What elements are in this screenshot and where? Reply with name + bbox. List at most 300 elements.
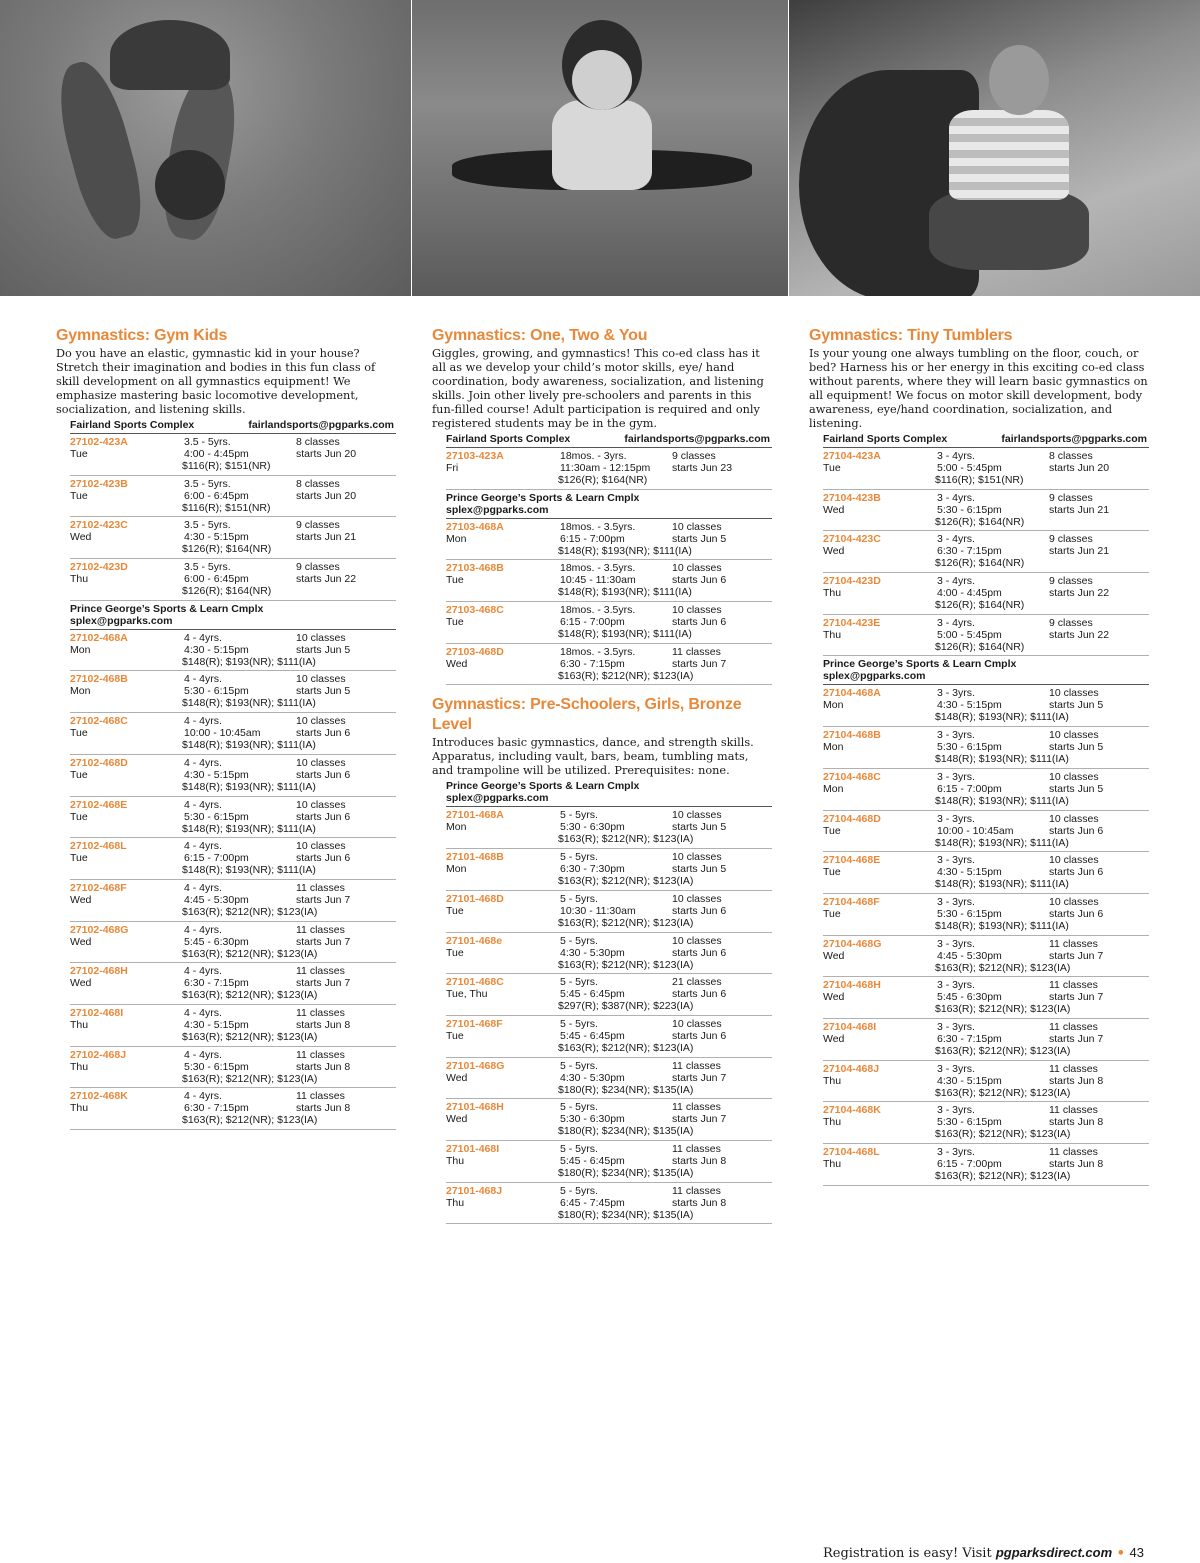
class-row (823, 1102, 1149, 1144)
class-time: 4:30 - 5:15pm (937, 1074, 1002, 1087)
class-code-link[interactable]: 27104-468D (823, 812, 881, 825)
class-count: 10 classes (672, 1017, 722, 1030)
class-code-link[interactable]: 27101-468H (446, 1101, 504, 1114)
class-row (823, 852, 1149, 894)
class-age: 4 - 4yrs. (184, 923, 222, 936)
class-start-date: starts Jun 6 (296, 768, 351, 781)
class-fee: $163(R); $212(NR); $123(IA) (182, 989, 318, 1002)
class-time: 10:00 - 10:45am (184, 727, 261, 740)
class-time: 5:00 - 5:45pm (937, 628, 1002, 641)
class-day: Thu (70, 1018, 89, 1031)
class-time: 4:30 - 5:15pm (184, 531, 249, 544)
class-time: 4:45 - 5:30pm (184, 893, 249, 906)
class-start-date: starts Jun 22 (296, 573, 357, 586)
class-age: 18mos. - 3.5yrs. (560, 604, 636, 617)
class-row (446, 933, 772, 975)
class-row (446, 1183, 772, 1225)
class-start-date: starts Jun 20 (296, 448, 357, 460)
class-age: 3.5 - 5yrs. (184, 519, 231, 532)
class-row (823, 685, 1149, 727)
class-day: Thu (446, 1154, 465, 1167)
class-code-link[interactable]: 27102-468A (70, 631, 128, 644)
class-code-link[interactable]: 27102-468L (70, 840, 127, 853)
girl-splits-photo (412, 0, 789, 296)
class-count: 10 classes (672, 520, 722, 533)
class-code-link[interactable]: 27104-468L (823, 1146, 880, 1158)
class-start-date: starts Jun 7 (296, 935, 351, 948)
section-description: Is your young one always tumbling on the floor, couch, or bed? Harness his or her energy in this exciting co-ed class without parents, where they will learn basic gymnastics on all equipment! We focus on motor skill development, body awareness, eye/hand coordination, socialization, and listening. (809, 347, 1148, 430)
class-row (823, 894, 1149, 936)
class-code-link[interactable]: 27102-423D (70, 561, 128, 574)
class-code-link[interactable]: 27101-468G (446, 1059, 505, 1072)
class-code-link[interactable]: 27101-468F (446, 1017, 503, 1030)
footer-separator: • (1112, 1546, 1130, 1561)
class-time: 4:00 - 4:45pm (184, 448, 249, 460)
class-code-link[interactable]: 27104-468J (823, 1062, 880, 1075)
class-start-date: starts Jun 5 (672, 863, 727, 876)
class-code-link[interactable]: 27102-468H (70, 965, 128, 978)
class-code-link[interactable]: 27104-468H (823, 979, 881, 992)
class-start-date: starts Jun 21 (1049, 545, 1110, 558)
class-count: 21 classes (672, 976, 722, 989)
class-row (823, 490, 1149, 532)
location-header (823, 433, 1149, 448)
class-count: 11 classes (672, 1142, 721, 1155)
class-start-date: starts Jun 6 (672, 1029, 727, 1042)
class-row (70, 713, 396, 755)
location-name: Fairland Sports Complex (70, 419, 195, 431)
class-code-link[interactable]: 27101-468I (446, 1142, 500, 1155)
class-code-link[interactable]: 27104-423D (823, 575, 881, 588)
class-day: Wed (446, 1071, 468, 1084)
class-start-date: starts Jun 7 (672, 1113, 727, 1126)
class-day: Tue (70, 489, 88, 502)
class-start-date: starts Jun 8 (672, 1196, 727, 1209)
class-count: 10 classes (1049, 812, 1099, 825)
class-count: 11 classes (672, 1059, 721, 1072)
class-fee: $148(R); $193(NR); $111(IA) (182, 697, 316, 710)
class-start-date: starts Jun 7 (1049, 949, 1104, 962)
class-count: 10 classes (1049, 895, 1099, 908)
class-time: 5:30 - 6:30pm (560, 821, 625, 834)
class-time: 10:45 - 11:30am (560, 574, 636, 587)
class-count: 10 classes (1049, 729, 1099, 742)
class-fee: $126(R); $164(NR) (182, 585, 272, 598)
class-row (70, 476, 396, 518)
class-code-link[interactable]: 27102-468E (70, 798, 128, 811)
class-count: 11 classes (296, 1090, 345, 1103)
class-code-link[interactable]: 27103-468C (446, 604, 504, 617)
class-start-date: starts Jun 7 (672, 657, 727, 670)
location-email-link[interactable]: splex@pgparks.com (70, 614, 173, 627)
class-count: 11 classes (1049, 1062, 1098, 1075)
location-email-link[interactable]: fairlandsports@pgparks.com (1001, 433, 1147, 445)
class-row (446, 1016, 772, 1058)
class-start-date: starts Jun 20 (1049, 462, 1110, 474)
location-header (446, 780, 772, 807)
class-count: 11 classes (296, 923, 345, 936)
class-code-link[interactable]: 27103-468B (446, 562, 504, 575)
location-email-link[interactable]: fairlandsports@pgparks.com (248, 419, 394, 431)
class-fee: $180(R); $234(NR); $135(IA) (558, 1208, 694, 1221)
class-row (446, 849, 772, 891)
section-title: Gymnastics: Gym Kids (56, 327, 228, 344)
class-age: 3 - 3yrs. (937, 812, 975, 825)
class-age: 3 - 3yrs. (937, 687, 975, 700)
class-count: 10 classes (672, 851, 722, 864)
column-one-two-you (432, 326, 772, 1224)
class-day: Mon (446, 863, 467, 876)
class-day: Mon (70, 685, 91, 698)
class-code-link[interactable]: 27101-468C (446, 976, 504, 989)
class-code-link[interactable]: 27104-468E (823, 854, 881, 867)
class-row (446, 1141, 772, 1183)
class-row (70, 880, 396, 922)
class-code-link[interactable]: 27104-423C (823, 533, 881, 546)
class-time: 4:30 - 5:15pm (184, 643, 249, 656)
footer-website-link[interactable]: pgparksdirect.com (995, 1545, 1113, 1560)
class-start-date: starts Jun 8 (296, 1060, 351, 1073)
class-row (70, 838, 396, 880)
class-count: 9 classes (1049, 533, 1093, 546)
class-start-date: starts Jun 7 (296, 893, 351, 906)
class-code-link[interactable]: 27103-468D (446, 645, 504, 658)
class-day: Thu (823, 1158, 842, 1170)
class-time: 6:30 - 7:15pm (937, 1032, 1002, 1045)
section-title: Gymnastics: Tiny Tumblers (809, 327, 1013, 344)
class-day: Mon (446, 821, 467, 834)
class-time: 6:15 - 7:00pm (937, 782, 1002, 795)
class-fee: $163(R); $212(NR); $123(IA) (558, 916, 694, 929)
class-code-link[interactable]: 27104-423B (823, 491, 881, 504)
class-day: Mon (823, 782, 844, 795)
class-age: 3 - 4yrs. (937, 450, 975, 462)
class-count: 11 classes (1049, 1104, 1098, 1117)
class-count: 10 classes (1049, 770, 1099, 783)
class-row (823, 1061, 1149, 1103)
class-age: 5 - 5yrs. (560, 1017, 598, 1030)
location-email-link[interactable]: splex@pgparks.com (823, 670, 926, 683)
class-fee: $163(R); $212(NR); $123(IA) (558, 958, 694, 971)
class-code-link[interactable]: 27101-468e (446, 934, 503, 947)
class-fee: $116(R); $151(NR) (935, 474, 1024, 486)
class-day: Thu (823, 1116, 842, 1129)
class-age: 18mos. - 3.5yrs. (560, 520, 636, 533)
class-count: 11 classes (672, 645, 721, 658)
class-list (70, 630, 396, 1130)
class-time: 4:30 - 5:15pm (937, 866, 1002, 879)
class-start-date: starts Jun 21 (1049, 503, 1110, 516)
class-code-link[interactable]: 27104-468A (823, 687, 881, 700)
class-day: Tue (446, 1029, 464, 1042)
location-header (446, 492, 772, 519)
class-code-link[interactable]: 27104-423A (823, 450, 881, 462)
class-age: 5 - 5yrs. (560, 1059, 598, 1072)
class-age: 5 - 5yrs. (560, 1184, 598, 1197)
class-age: 4 - 4yrs. (184, 798, 222, 811)
class-time: 4:30 - 5:15pm (184, 768, 249, 781)
class-count: 10 classes (1049, 854, 1099, 867)
class-code-link[interactable]: 27104-468F (823, 895, 880, 908)
class-count: 11 classes (672, 1184, 721, 1197)
class-day: Thu (823, 587, 842, 600)
class-code-link[interactable]: 27103-468A (446, 520, 504, 533)
class-start-date: starts Jun 20 (296, 489, 357, 502)
page-footer (823, 1545, 1144, 1561)
class-age: 4 - 4yrs. (184, 881, 222, 894)
class-start-date: starts Jun 5 (672, 532, 727, 545)
location-header (446, 433, 772, 448)
class-code-link[interactable]: 27102-468B (70, 673, 128, 686)
class-list (446, 448, 772, 490)
class-count: 10 classes (296, 798, 346, 811)
class-fee: $163(R); $212(NR); $123(IA) (935, 1003, 1071, 1016)
class-day: Tue (70, 810, 88, 823)
class-code-link[interactable]: 27104-468B (823, 729, 881, 742)
class-code-link[interactable]: 27104-468G (823, 937, 882, 950)
class-time: 5:45 - 6:45pm (560, 988, 625, 1001)
class-code-link[interactable]: 27102-468D (70, 756, 128, 769)
class-fee: $148(R); $193(NR); $111(IA) (935, 836, 1069, 849)
class-code-link[interactable]: 27102-423C (70, 519, 128, 532)
class-start-date: starts Jun 6 (296, 852, 351, 865)
class-row (70, 517, 396, 559)
class-count: 10 classes (296, 673, 346, 686)
location-name: Prince George’s Sports & Learn Cmplx (823, 658, 1017, 671)
class-day: Mon (446, 532, 467, 545)
class-row (70, 1088, 396, 1130)
class-day: Mon (823, 741, 844, 754)
class-fee: $126(R); $164(NR) (935, 557, 1025, 570)
class-time: 5:45 - 6:45pm (560, 1029, 625, 1042)
class-start-date: starts Jun 6 (1049, 907, 1104, 920)
class-age: 4 - 4yrs. (184, 1090, 222, 1103)
class-count: 10 classes (296, 840, 346, 853)
location-email-link[interactable]: fairlandsports@pgparks.com (624, 433, 770, 445)
class-count: 8 classes (1049, 450, 1093, 462)
class-age: 3 - 4yrs. (937, 491, 975, 504)
class-day: Wed (823, 545, 845, 558)
class-day: Tue (446, 946, 464, 959)
class-start-date: starts Jun 7 (1049, 991, 1104, 1004)
class-fee: $180(R); $234(NR); $135(IA) (558, 1125, 694, 1138)
class-age: 3 - 3yrs. (937, 770, 975, 783)
class-row (446, 1099, 772, 1141)
class-time: 6:15 - 7:00pm (560, 532, 625, 545)
class-time: 4:30 - 5:15pm (937, 699, 1002, 712)
class-fee: $126(R); $164(NR) (935, 515, 1025, 528)
class-start-date: starts Jun 7 (296, 977, 351, 990)
class-time: 6:30 - 7:30pm (560, 863, 625, 876)
class-day: Mon (70, 643, 91, 656)
class-code-link[interactable]: 27102-468G (70, 923, 129, 936)
class-code-link[interactable]: 27103-423A (446, 450, 504, 462)
section-one-two-you (432, 326, 772, 685)
class-list (823, 448, 1149, 656)
class-code-link[interactable]: 27101-468D (446, 892, 504, 905)
class-start-date: starts Jun 8 (1049, 1074, 1104, 1087)
class-day: Wed (823, 503, 845, 516)
class-fee: $163(R); $212(NR); $123(IA) (558, 875, 694, 888)
class-row (70, 671, 396, 713)
class-count: 11 classes (672, 1101, 721, 1114)
class-start-date: starts Jun 8 (296, 1018, 351, 1031)
class-count: 8 classes (296, 436, 340, 448)
class-fee: $148(R); $193(NR); $111(IA) (182, 780, 316, 793)
class-count: 10 classes (296, 715, 346, 728)
class-row (70, 1005, 396, 1047)
class-time: 6:15 - 7:00pm (937, 1158, 1002, 1170)
class-row (823, 977, 1149, 1019)
class-age: 18mos. - 3.5yrs. (560, 562, 636, 575)
class-day: Tue (823, 824, 841, 837)
class-code-link[interactable]: 27101-468B (446, 851, 504, 864)
class-fee: $148(R); $193(NR); $111(IA) (935, 753, 1069, 766)
class-age: 5 - 5yrs. (560, 1142, 598, 1155)
class-age: 3.5 - 5yrs. (184, 561, 231, 574)
class-fee: $148(R); $193(NR); $111(IA) (558, 586, 692, 599)
section-description: Giggles, growing, and gymnastics! This co-ed class has it all as we develop your child’s motor skills, eye/ hand coordination, body awareness, socialization, and listening skills. Join other lively pre-schoolers and parents in this fun-filled course! Adult participation is required and only registered students may be in the gym. (432, 347, 764, 430)
class-code-link[interactable]: 27102-468K (70, 1090, 128, 1103)
section-pre-schoolers-bronze (432, 695, 772, 1224)
class-fee: $163(R); $212(NR); $123(IA) (558, 669, 694, 682)
section-tiny-tumblers (809, 326, 1149, 1186)
class-day: Thu (446, 1196, 465, 1209)
class-count: 10 classes (296, 756, 346, 769)
class-code-link[interactable]: 27102-468I (70, 1006, 124, 1019)
class-age: 3 - 4yrs. (937, 533, 975, 546)
class-day: Tue (446, 616, 464, 629)
column-tiny-tumblers (809, 326, 1149, 1186)
class-code-link[interactable]: 27104-423E (823, 616, 881, 629)
class-code-link[interactable]: 27102-468C (70, 715, 128, 728)
class-day: Wed (70, 935, 92, 948)
class-count: 10 classes (672, 604, 722, 617)
class-time: 4:30 - 5:15pm (184, 1018, 249, 1031)
class-fee: $116(R); $151(NR) (182, 460, 271, 472)
class-count: 9 classes (672, 450, 716, 462)
class-count: 9 classes (1049, 575, 1093, 588)
class-row (446, 807, 772, 849)
class-count: 10 classes (672, 892, 722, 905)
class-count: 11 classes (296, 881, 345, 894)
class-code-link[interactable]: 27104-468I (823, 1020, 877, 1033)
class-day: Wed (446, 1113, 468, 1126)
class-start-date: starts Jun 8 (672, 1154, 727, 1167)
class-fee: $163(R); $212(NR); $123(IA) (935, 1128, 1071, 1141)
class-count: 10 classes (672, 809, 722, 822)
class-time: 4:00 - 4:45pm (937, 587, 1002, 600)
class-list (446, 807, 772, 1224)
class-start-date: starts Jun 7 (672, 1071, 727, 1084)
class-fee: $148(R); $193(NR); $111(IA) (935, 878, 1069, 891)
class-fee: $163(R); $212(NR); $123(IA) (182, 1114, 318, 1127)
class-time: 5:45 - 6:30pm (184, 935, 249, 948)
class-count: 10 classes (296, 631, 346, 644)
class-code-link[interactable]: 27102-423B (70, 477, 128, 490)
class-time: 10:00 - 10:45am (937, 824, 1014, 837)
boy-tunnel-photo (789, 0, 1200, 296)
class-fee: $163(R); $212(NR); $123(IA) (935, 1170, 1071, 1182)
class-age: 3 - 3yrs. (937, 854, 975, 867)
section-description: Do you have an elastic, gymnastic kid in your house? Stretch their imagination and bodies in this fun class of skill development on all gymnastics equipment! We emphasize mastering basic locomotive development, socialization, and listening skills. (56, 347, 376, 416)
photo-strip (0, 0, 1200, 296)
class-start-date: starts Jun 6 (672, 574, 727, 587)
location-header (823, 658, 1149, 685)
class-row (823, 769, 1149, 811)
class-fee: $148(R); $193(NR); $111(IA) (182, 822, 316, 835)
class-row (823, 573, 1149, 615)
class-fee: $148(R); $193(NR); $111(IA) (935, 711, 1069, 724)
class-row (823, 1019, 1149, 1061)
class-day: Tue (70, 727, 88, 740)
section-gym-kids (56, 326, 396, 1130)
class-code-link[interactable]: 27101-468A (446, 809, 504, 822)
class-row (70, 434, 396, 476)
class-row (823, 811, 1149, 853)
class-start-date: starts Jun 22 (1049, 628, 1110, 641)
class-code-link[interactable]: 27102-468F (70, 881, 127, 894)
class-fee: $148(R); $193(NR); $111(IA) (182, 864, 316, 877)
class-fee: $163(R); $212(NR); $123(IA) (182, 1030, 318, 1043)
class-count: 9 classes (296, 519, 340, 532)
class-age: 4 - 4yrs. (184, 673, 222, 686)
class-time: 6:30 - 7:15pm (937, 545, 1002, 558)
class-age: 3 - 3yrs. (937, 937, 975, 950)
class-day: Tue (823, 907, 841, 920)
class-age: 3.5 - 5yrs. (184, 477, 231, 490)
class-age: 3 - 3yrs. (937, 1020, 975, 1033)
class-start-date: starts Jun 6 (296, 810, 351, 823)
class-start-date: starts Jun 8 (296, 1102, 351, 1115)
class-fee: $163(R); $212(NR); $123(IA) (182, 905, 318, 918)
class-day: Mon (823, 699, 844, 712)
class-time: 5:30 - 6:15pm (937, 907, 1002, 920)
class-fee: $126(R); $164(NR) (182, 543, 272, 556)
class-count: 8 classes (296, 477, 340, 490)
location-email-link[interactable]: splex@pgparks.com (446, 792, 549, 805)
class-start-date: starts Jun 6 (1049, 866, 1104, 879)
class-start-date: starts Jun 5 (296, 643, 351, 656)
class-code-link[interactable]: 27102-468J (70, 1048, 127, 1061)
class-age: 3 - 4yrs. (937, 616, 975, 629)
class-fee: $163(R); $212(NR); $123(IA) (935, 1086, 1071, 1099)
class-time: 10:30 - 11:30am (560, 904, 636, 917)
class-start-date: starts Jun 21 (296, 531, 357, 544)
location-email-link[interactable]: splex@pgparks.com (446, 503, 549, 516)
class-row (446, 602, 772, 644)
class-fee: $116(R); $151(NR) (182, 501, 271, 514)
class-start-date: starts Jun 6 (296, 727, 351, 740)
class-fee: $163(R); $212(NR); $123(IA) (182, 947, 318, 960)
class-fee: $148(R); $193(NR); $111(IA) (558, 544, 692, 557)
class-count: 10 classes (672, 934, 722, 947)
class-count: 11 classes (1049, 937, 1098, 950)
class-time: 5:30 - 6:15pm (184, 685, 249, 698)
class-start-date: starts Jun 8 (1049, 1116, 1104, 1129)
class-code-link[interactable]: 27104-468K (823, 1104, 881, 1117)
class-time: 4:30 - 5:30pm (560, 1071, 625, 1084)
class-code-link[interactable]: 27102-423A (70, 436, 128, 448)
class-count: 11 classes (296, 1006, 345, 1019)
class-row (446, 891, 772, 933)
class-time: 6:30 - 7:15pm (184, 1102, 249, 1115)
class-fee: $148(R); $193(NR); $111(IA) (558, 628, 692, 641)
class-code-link[interactable]: 27104-468C (823, 770, 881, 783)
class-age: 4 - 4yrs. (184, 965, 222, 978)
class-count: 10 classes (672, 562, 722, 575)
class-code-link[interactable]: 27101-468J (446, 1184, 503, 1197)
